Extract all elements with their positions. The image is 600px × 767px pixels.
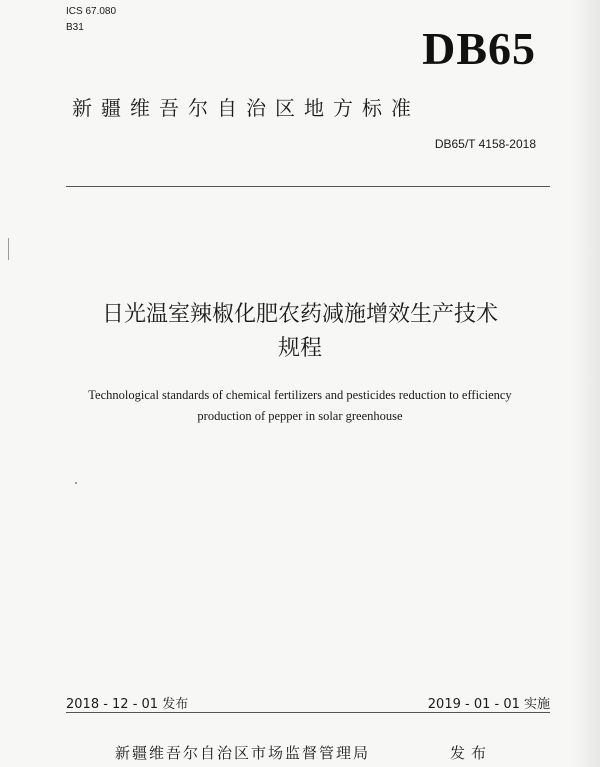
title-chinese	[60, 298, 540, 366]
scan-shadow-edge	[572, 0, 600, 767]
standard-code: DB65/T 4158-2018	[434, 137, 536, 151]
standard-type-heading: 新疆维吾尔自治区地方标准	[72, 96, 420, 120]
title-english-line1: Technological standards of chemical fertilizers and pesticides reduction to efficiency	[88, 388, 512, 402]
title-chinese-line1: 日光温室辣椒化肥农药减施增效生产技术	[101, 302, 498, 327]
title-english	[50, 385, 550, 427]
header-divider	[66, 186, 550, 187]
title-english-line2: production of pepper in solar greenhouse	[197, 409, 403, 423]
issue-date: 2018 - 12 - 01 发布	[66, 697, 189, 712]
publish-label: 发布	[450, 744, 493, 762]
title-chinese-line2: 规程	[277, 336, 322, 361]
ccs-code: B31	[66, 22, 84, 33]
db65-logo: DB65	[422, 23, 536, 74]
scan-speck	[75, 482, 77, 484]
ics-code: ICS 67.080	[66, 6, 117, 17]
footer-divider	[66, 712, 550, 713]
implementation-date: 2019 - 01 - 01 实施	[427, 697, 550, 712]
scan-speck	[8, 238, 9, 260]
issuing-authority: 新疆维吾尔自治区市场监督管理局	[115, 744, 371, 762]
